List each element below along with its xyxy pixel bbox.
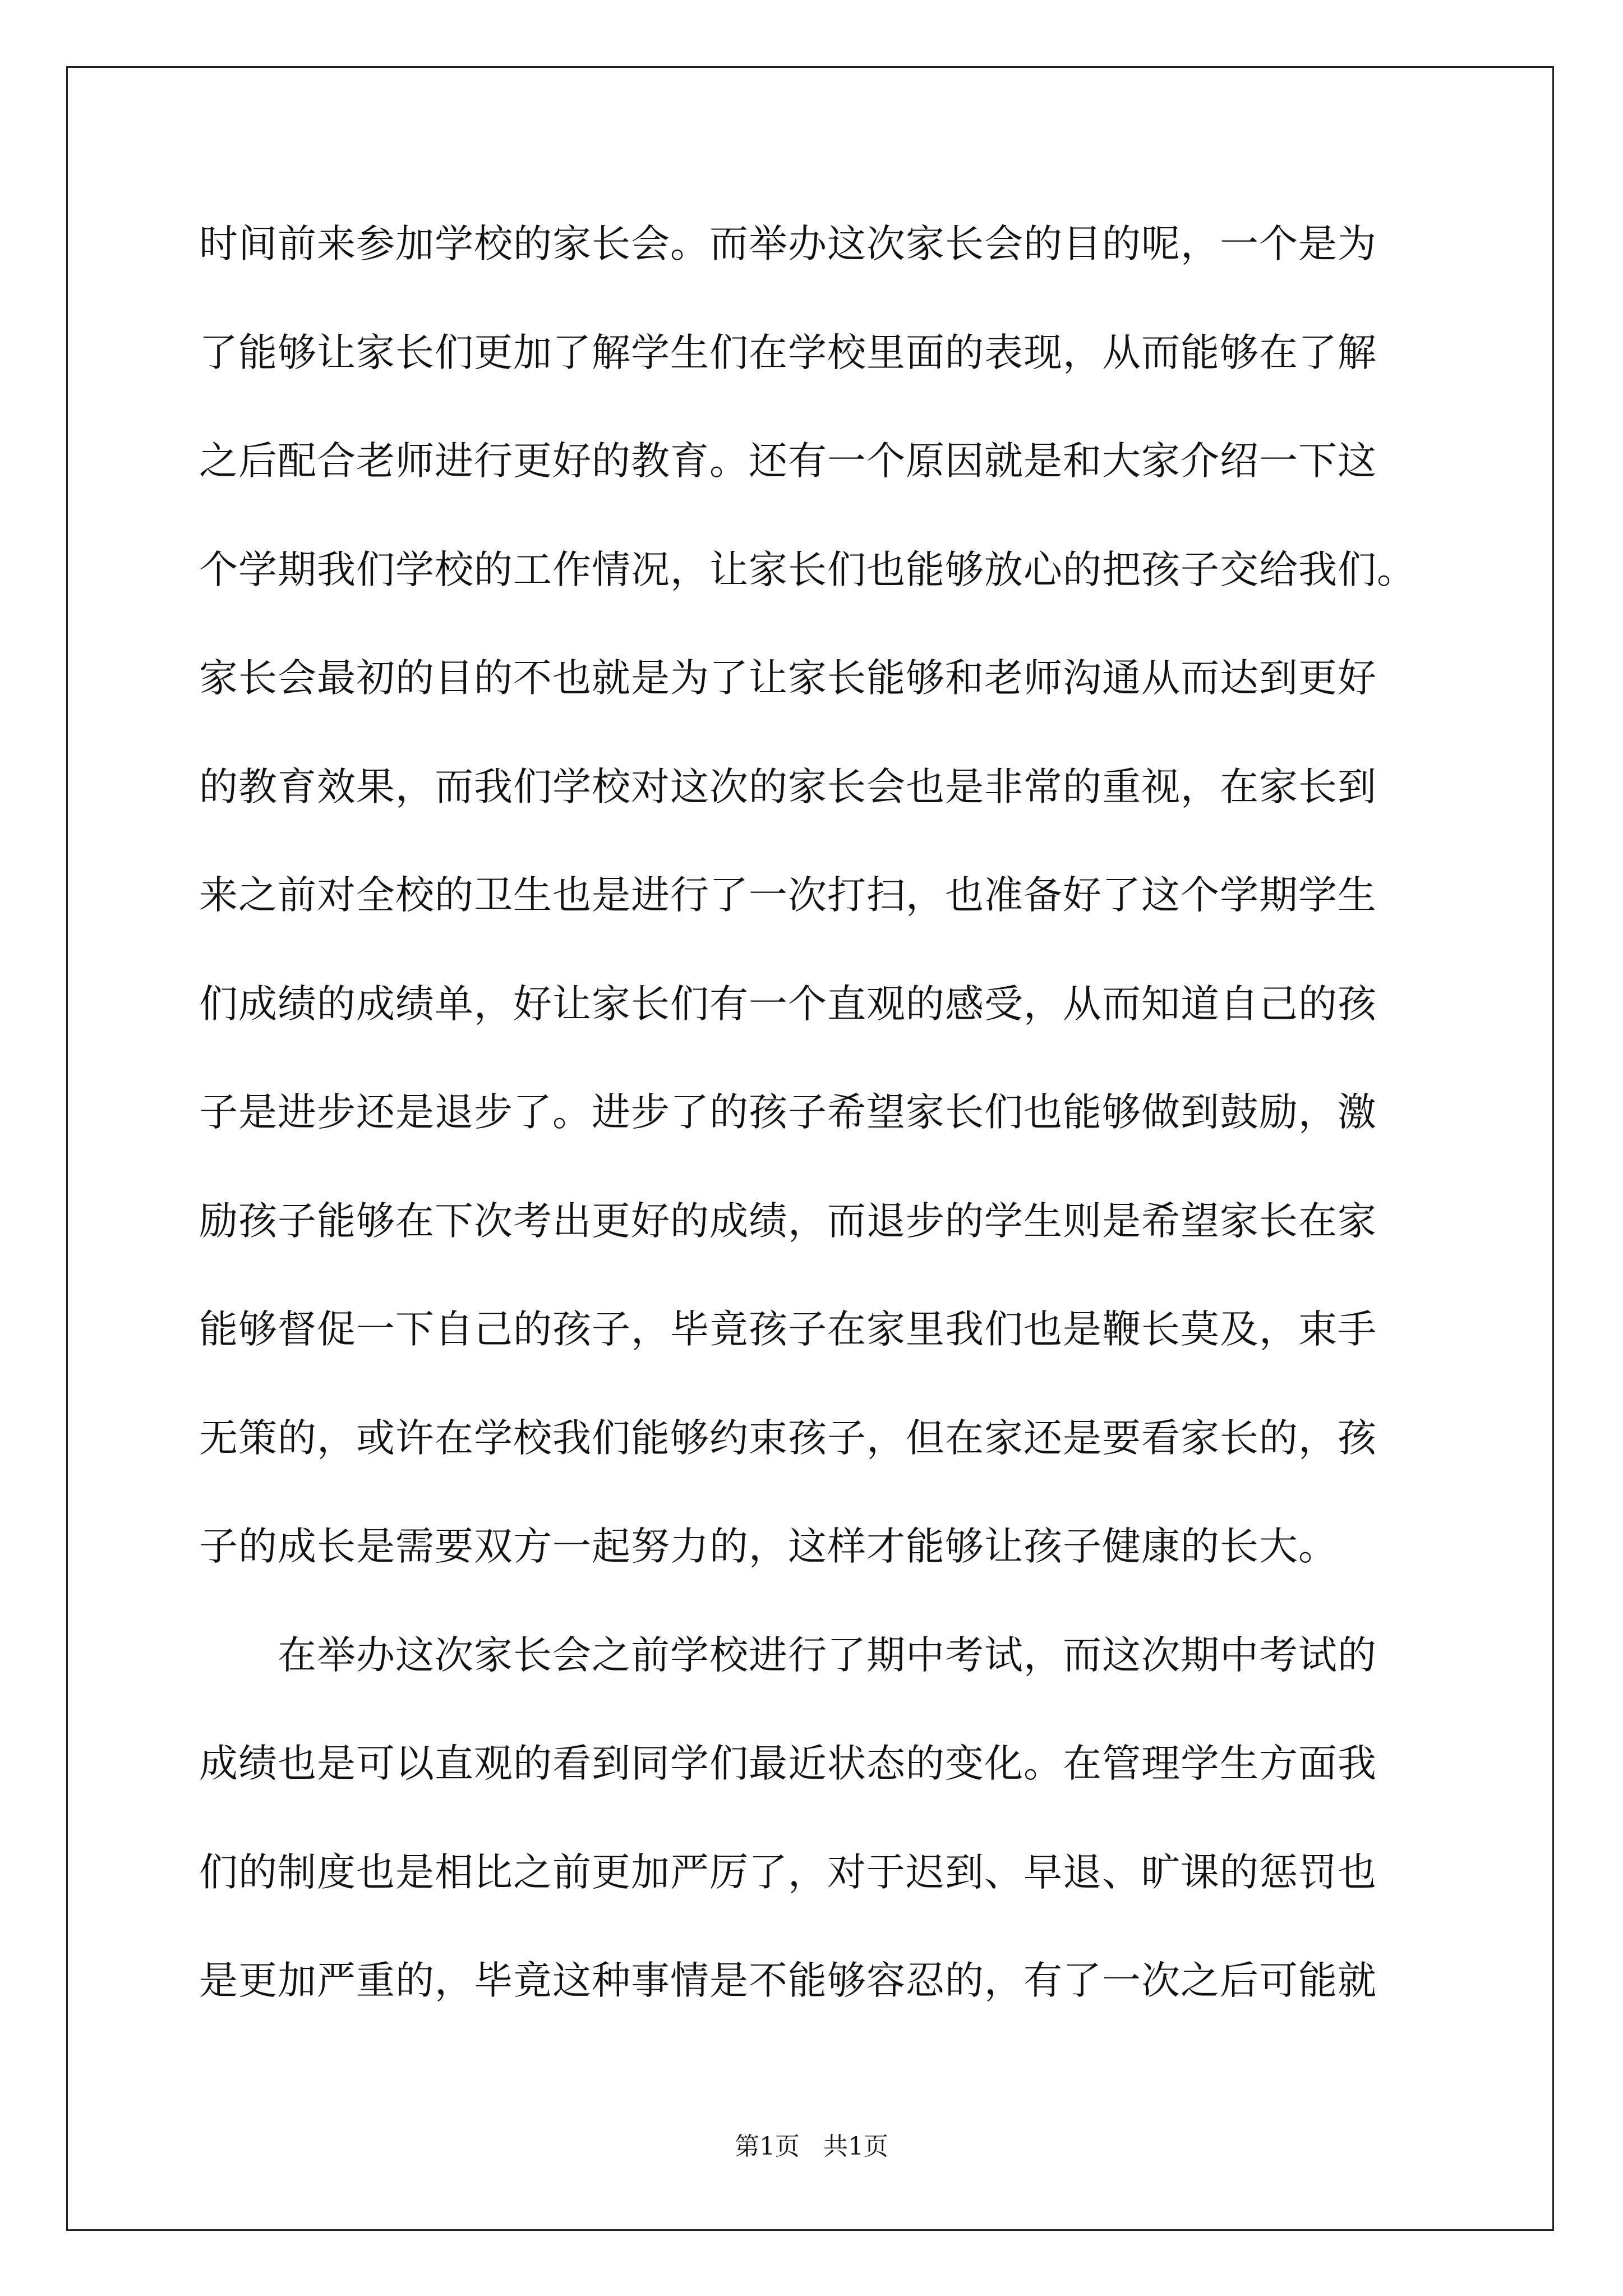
paragraph-first-line: 在举办这次家长会之前学校进行了期中考试，而这次期中考试的 xyxy=(278,1632,1377,1678)
text-line: 们成绩的成绩单，好让家长们有一个直观的感受，从而知道自己的孩 xyxy=(199,981,1377,1027)
text-line: 无策的，或许在学校我们能够约束孩子，但在家还是要看家长的，孩 xyxy=(199,1415,1377,1461)
text-line: 能够督促一下自己的孩子，毕竟孩子在家里我们也是鞭长莫及，束手 xyxy=(199,1307,1377,1352)
text-line: 们的制度也是相比之前更加严厉了，对于迟到、早退、旷课的惩罚也 xyxy=(199,1849,1377,1895)
text-line: 是更加严重的，毕竟这种事情是不能够容忍的，有了一次之后可能就 xyxy=(199,1958,1377,2003)
text-line: 子的成长是需要双方一起努力的，这样才能够让孩子健康的长大。 xyxy=(199,1524,1338,1569)
document-body xyxy=(199,216,1450,2062)
text-line: 来之前对全校的卫生也是进行了一次打扫，也准备好了这个学期学生 xyxy=(199,873,1377,918)
text-line: 了能够让家长们更加了解学生们在学校里面的表现，从而能够在了解 xyxy=(199,330,1377,375)
page-number-footer: 第1页 共1页 xyxy=(735,2132,888,2161)
text-line: 的教育效果，而我们学校对这次的家长会也是非常的重视，在家长到 xyxy=(199,764,1377,809)
text-line: 励孩子能够在下次考出更好的成绩，而退步的学生则是希望家长在家 xyxy=(199,1198,1377,1244)
text-line: 时间前来参加学校的家长会。而举办这次家长会的目的呢，一个是为 xyxy=(199,222,1377,266)
text-line: 成绩也是可以直观的看到同学们最近状态的变化。在管理学生方面我 xyxy=(199,1741,1377,1786)
text-line: 个学期我们学校的工作情况，让家长们也能够放心的把孩子交给我们。 xyxy=(199,547,1416,592)
text-line: 之后配合老师进行更好的教育。还有一个原因就是和大家介绍一下这 xyxy=(199,439,1377,484)
text-line: 子是进步还是退步了。进步了的孩子希望家长们也能够做到鼓励，激 xyxy=(199,1090,1377,1135)
text-line: 家长会最初的目的不也就是为了让家长能够和老师沟通从而达到更好 xyxy=(199,656,1377,701)
